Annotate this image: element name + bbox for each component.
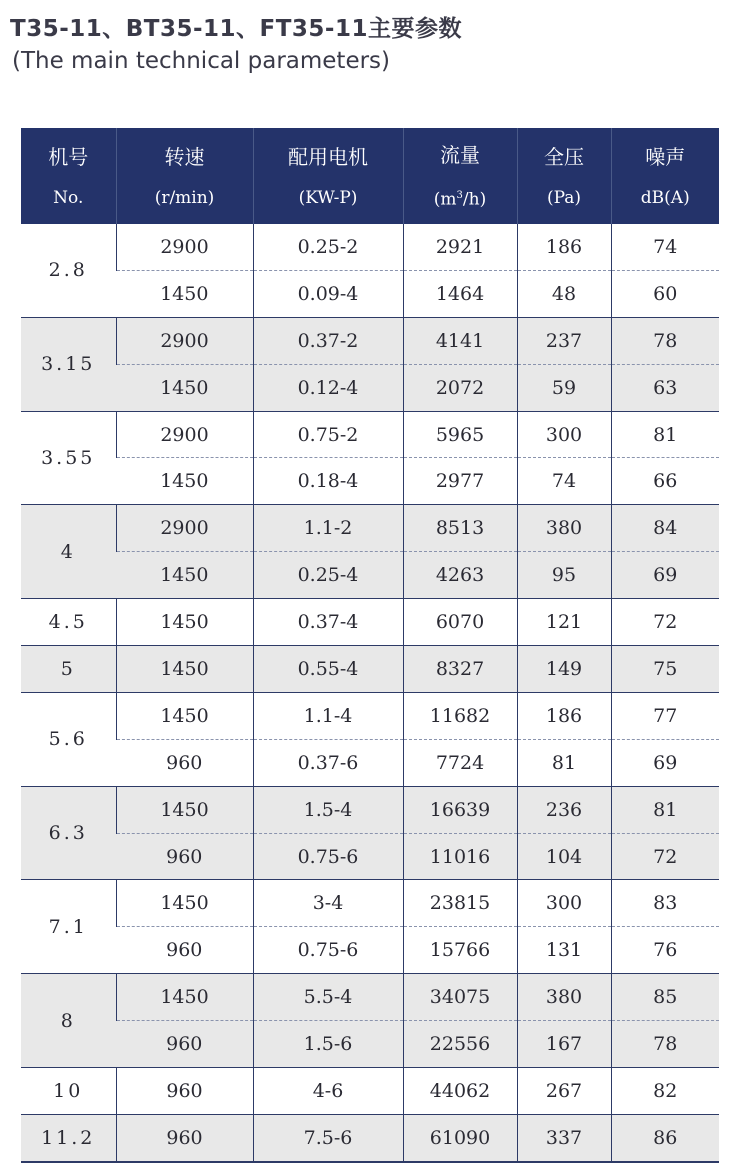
header-label-cn: 全压 bbox=[544, 145, 584, 169]
cell-motor: 7.5-6 bbox=[253, 1114, 403, 1161]
cell-pressure: 337 bbox=[517, 1114, 611, 1161]
cell-motor: 1.1-4 bbox=[253, 692, 403, 739]
cell-speed: 960 bbox=[116, 1114, 253, 1161]
cell-speed: 2900 bbox=[116, 411, 253, 458]
table-row bbox=[21, 646, 719, 693]
title-english: (The main technical parameters) bbox=[12, 48, 391, 74]
cell-pressure: 48 bbox=[517, 270, 611, 317]
cell-pressure: 104 bbox=[517, 833, 611, 880]
cell-motor: 5.5-4 bbox=[253, 974, 403, 1021]
cell-motor: 3-4 bbox=[253, 880, 403, 927]
cell-noise: 63 bbox=[611, 364, 719, 411]
cell-speed: 1450 bbox=[116, 646, 253, 693]
cell-model-no: 10 bbox=[21, 1068, 116, 1115]
cell-noise: 85 bbox=[611, 974, 719, 1021]
table-row bbox=[21, 411, 719, 458]
cell-model-no: 7.1 bbox=[21, 880, 116, 974]
header-model-no bbox=[21, 128, 116, 224]
cell-flow: 8327 bbox=[403, 646, 517, 693]
cell-flow: 22556 bbox=[403, 1021, 517, 1068]
cell-flow: 7724 bbox=[403, 739, 517, 786]
header-label-cn: 噪声 bbox=[645, 145, 686, 169]
cell-speed: 2900 bbox=[116, 505, 253, 552]
cell-pressure: 380 bbox=[517, 505, 611, 552]
cell-speed: 1450 bbox=[116, 692, 253, 739]
cell-motor: 0.25-2 bbox=[253, 224, 403, 270]
cell-noise: 82 bbox=[611, 1068, 719, 1115]
cell-speed: 1450 bbox=[116, 458, 253, 505]
cell-noise: 86 bbox=[611, 1114, 719, 1161]
cell-flow: 1464 bbox=[403, 270, 517, 317]
cell-motor: 0.37-6 bbox=[253, 739, 403, 786]
cell-noise: 81 bbox=[611, 786, 719, 833]
table-row bbox=[21, 224, 719, 270]
cell-flow: 11682 bbox=[403, 692, 517, 739]
cell-flow: 23815 bbox=[403, 880, 517, 927]
cell-noise: 78 bbox=[611, 1021, 719, 1068]
cell-model-no: 8 bbox=[21, 974, 116, 1068]
cell-flow: 16639 bbox=[403, 786, 517, 833]
cell-speed: 960 bbox=[116, 833, 253, 880]
cell-speed: 1450 bbox=[116, 364, 253, 411]
cell-pressure: 131 bbox=[517, 927, 611, 974]
cell-pressure: 95 bbox=[517, 552, 611, 599]
cell-model-no: 4 bbox=[21, 505, 116, 599]
header-speed bbox=[116, 128, 253, 224]
cell-pressure: 300 bbox=[517, 411, 611, 458]
cell-noise: 69 bbox=[611, 739, 719, 786]
cell-noise: 74 bbox=[611, 224, 719, 270]
cell-flow: 8513 bbox=[403, 505, 517, 552]
header-flow bbox=[403, 128, 517, 224]
cell-motor: 0.37-4 bbox=[253, 599, 403, 646]
cell-motor: 1.5-6 bbox=[253, 1021, 403, 1068]
cell-pressure: 380 bbox=[517, 974, 611, 1021]
cell-flow: 61090 bbox=[403, 1114, 517, 1161]
cell-flow: 44062 bbox=[403, 1068, 517, 1115]
cell-speed: 960 bbox=[116, 1068, 253, 1115]
table-row bbox=[21, 786, 719, 833]
cell-noise: 66 bbox=[611, 458, 719, 505]
unit-superscript: 3 bbox=[456, 190, 463, 202]
cell-speed: 1450 bbox=[116, 786, 253, 833]
cell-model-no: 3.55 bbox=[21, 411, 116, 505]
table-row bbox=[21, 599, 719, 646]
cell-model-no: 4.5 bbox=[21, 599, 116, 646]
cell-pressure: 121 bbox=[517, 599, 611, 646]
header-label-cn: 机号 bbox=[48, 145, 89, 169]
cell-noise: 78 bbox=[611, 317, 719, 364]
cell-speed: 2900 bbox=[116, 317, 253, 364]
header-label-en: (KW-P) bbox=[298, 188, 358, 208]
header-label-cn: 配用电机 bbox=[288, 145, 368, 169]
cell-flow: 2977 bbox=[403, 458, 517, 505]
cell-speed: 960 bbox=[116, 1021, 253, 1068]
cell-noise: 83 bbox=[611, 880, 719, 927]
header-noise bbox=[611, 128, 719, 224]
unit-suffix: /h) bbox=[462, 189, 487, 210]
cell-pressure: 167 bbox=[517, 1021, 611, 1068]
cell-model-no: 5 bbox=[21, 646, 116, 693]
header-label-en: (Pa) bbox=[546, 188, 582, 208]
cell-model-no: 6.3 bbox=[21, 786, 116, 880]
cell-noise: 72 bbox=[611, 833, 719, 880]
cell-speed: 1450 bbox=[116, 599, 253, 646]
cell-motor: 0.75-6 bbox=[253, 833, 403, 880]
cell-motor: 0.25-4 bbox=[253, 552, 403, 599]
cell-speed: 1450 bbox=[116, 270, 253, 317]
table-row bbox=[21, 458, 719, 505]
title-chinese: T35-11、BT35-11、FT35-11主要参数 bbox=[10, 16, 462, 42]
cell-model-no: 2.8 bbox=[21, 224, 116, 317]
header-label-en: dB(A) bbox=[640, 188, 690, 208]
cell-model-no: 5.6 bbox=[21, 692, 116, 786]
table-row bbox=[21, 1068, 719, 1115]
cell-noise: 81 bbox=[611, 411, 719, 458]
cell-flow: 4263 bbox=[403, 552, 517, 599]
cell-speed: 1450 bbox=[116, 552, 253, 599]
header-label-en bbox=[404, 185, 517, 211]
cell-noise: 77 bbox=[611, 692, 719, 739]
cell-model-no: 11.2 bbox=[21, 1114, 116, 1161]
cell-flow: 11016 bbox=[403, 833, 517, 880]
cell-flow: 5965 bbox=[403, 411, 517, 458]
cell-noise: 69 bbox=[611, 552, 719, 599]
header-motor bbox=[253, 128, 403, 224]
header-label-cn: 转速 bbox=[164, 145, 205, 169]
cell-pressure: 74 bbox=[517, 458, 611, 505]
cell-motor: 0.09-4 bbox=[253, 270, 403, 317]
cell-pressure: 186 bbox=[517, 692, 611, 739]
table-row bbox=[21, 505, 719, 552]
cell-motor: 4-6 bbox=[253, 1068, 403, 1115]
cell-noise: 75 bbox=[611, 646, 719, 693]
cell-noise: 76 bbox=[611, 927, 719, 974]
cell-flow: 2921 bbox=[403, 224, 517, 270]
cell-noise: 72 bbox=[611, 599, 719, 646]
cell-flow: 2072 bbox=[403, 364, 517, 411]
cell-speed: 1450 bbox=[116, 880, 253, 927]
table-row bbox=[21, 1021, 719, 1068]
cell-model-no: 3.15 bbox=[21, 317, 116, 411]
cell-speed: 960 bbox=[116, 927, 253, 974]
header-label-cn: 流量 bbox=[440, 143, 480, 168]
cell-noise: 60 bbox=[611, 270, 719, 317]
cell-motor: 1.1-2 bbox=[253, 505, 403, 552]
cell-pressure: 81 bbox=[517, 739, 611, 786]
cell-pressure: 236 bbox=[517, 786, 611, 833]
cell-pressure: 59 bbox=[517, 364, 611, 411]
cell-motor: 0.75-6 bbox=[253, 927, 403, 974]
header-pressure bbox=[517, 128, 611, 224]
table-row bbox=[21, 692, 719, 739]
table-row bbox=[21, 880, 719, 927]
table-row bbox=[21, 974, 719, 1021]
cell-pressure: 267 bbox=[517, 1068, 611, 1115]
table-row bbox=[21, 317, 719, 364]
parameters-table bbox=[21, 128, 719, 1163]
cell-motor: 0.75-2 bbox=[253, 411, 403, 458]
cell-motor: 0.55-4 bbox=[253, 646, 403, 693]
table-row bbox=[21, 927, 719, 974]
table-row bbox=[21, 364, 719, 411]
cell-pressure: 237 bbox=[517, 317, 611, 364]
cell-speed: 1450 bbox=[116, 974, 253, 1021]
table-row bbox=[21, 739, 719, 786]
cell-motor: 0.12-4 bbox=[253, 364, 403, 411]
cell-motor: 1.5-4 bbox=[253, 786, 403, 833]
cell-motor: 0.18-4 bbox=[253, 458, 403, 505]
cell-motor: 0.37-2 bbox=[253, 317, 403, 364]
cell-noise: 84 bbox=[611, 505, 719, 552]
cell-speed: 2900 bbox=[116, 224, 253, 270]
table-header-row bbox=[21, 128, 719, 224]
table-row bbox=[21, 270, 719, 317]
cell-flow: 4141 bbox=[403, 317, 517, 364]
table-body bbox=[21, 224, 719, 1162]
cell-flow: 15766 bbox=[403, 927, 517, 974]
cell-pressure: 149 bbox=[517, 646, 611, 693]
cell-speed: 960 bbox=[116, 739, 253, 786]
cell-pressure: 300 bbox=[517, 880, 611, 927]
table-row bbox=[21, 833, 719, 880]
cell-flow: 6070 bbox=[403, 599, 517, 646]
header-label-en: (r/min) bbox=[154, 188, 215, 208]
cell-pressure: 186 bbox=[517, 224, 611, 270]
table-row bbox=[21, 1114, 719, 1161]
unit-prefix: (m bbox=[433, 189, 457, 210]
cell-flow: 34075 bbox=[403, 974, 517, 1021]
table-row bbox=[21, 552, 719, 599]
header-label-en: No. bbox=[53, 188, 84, 208]
